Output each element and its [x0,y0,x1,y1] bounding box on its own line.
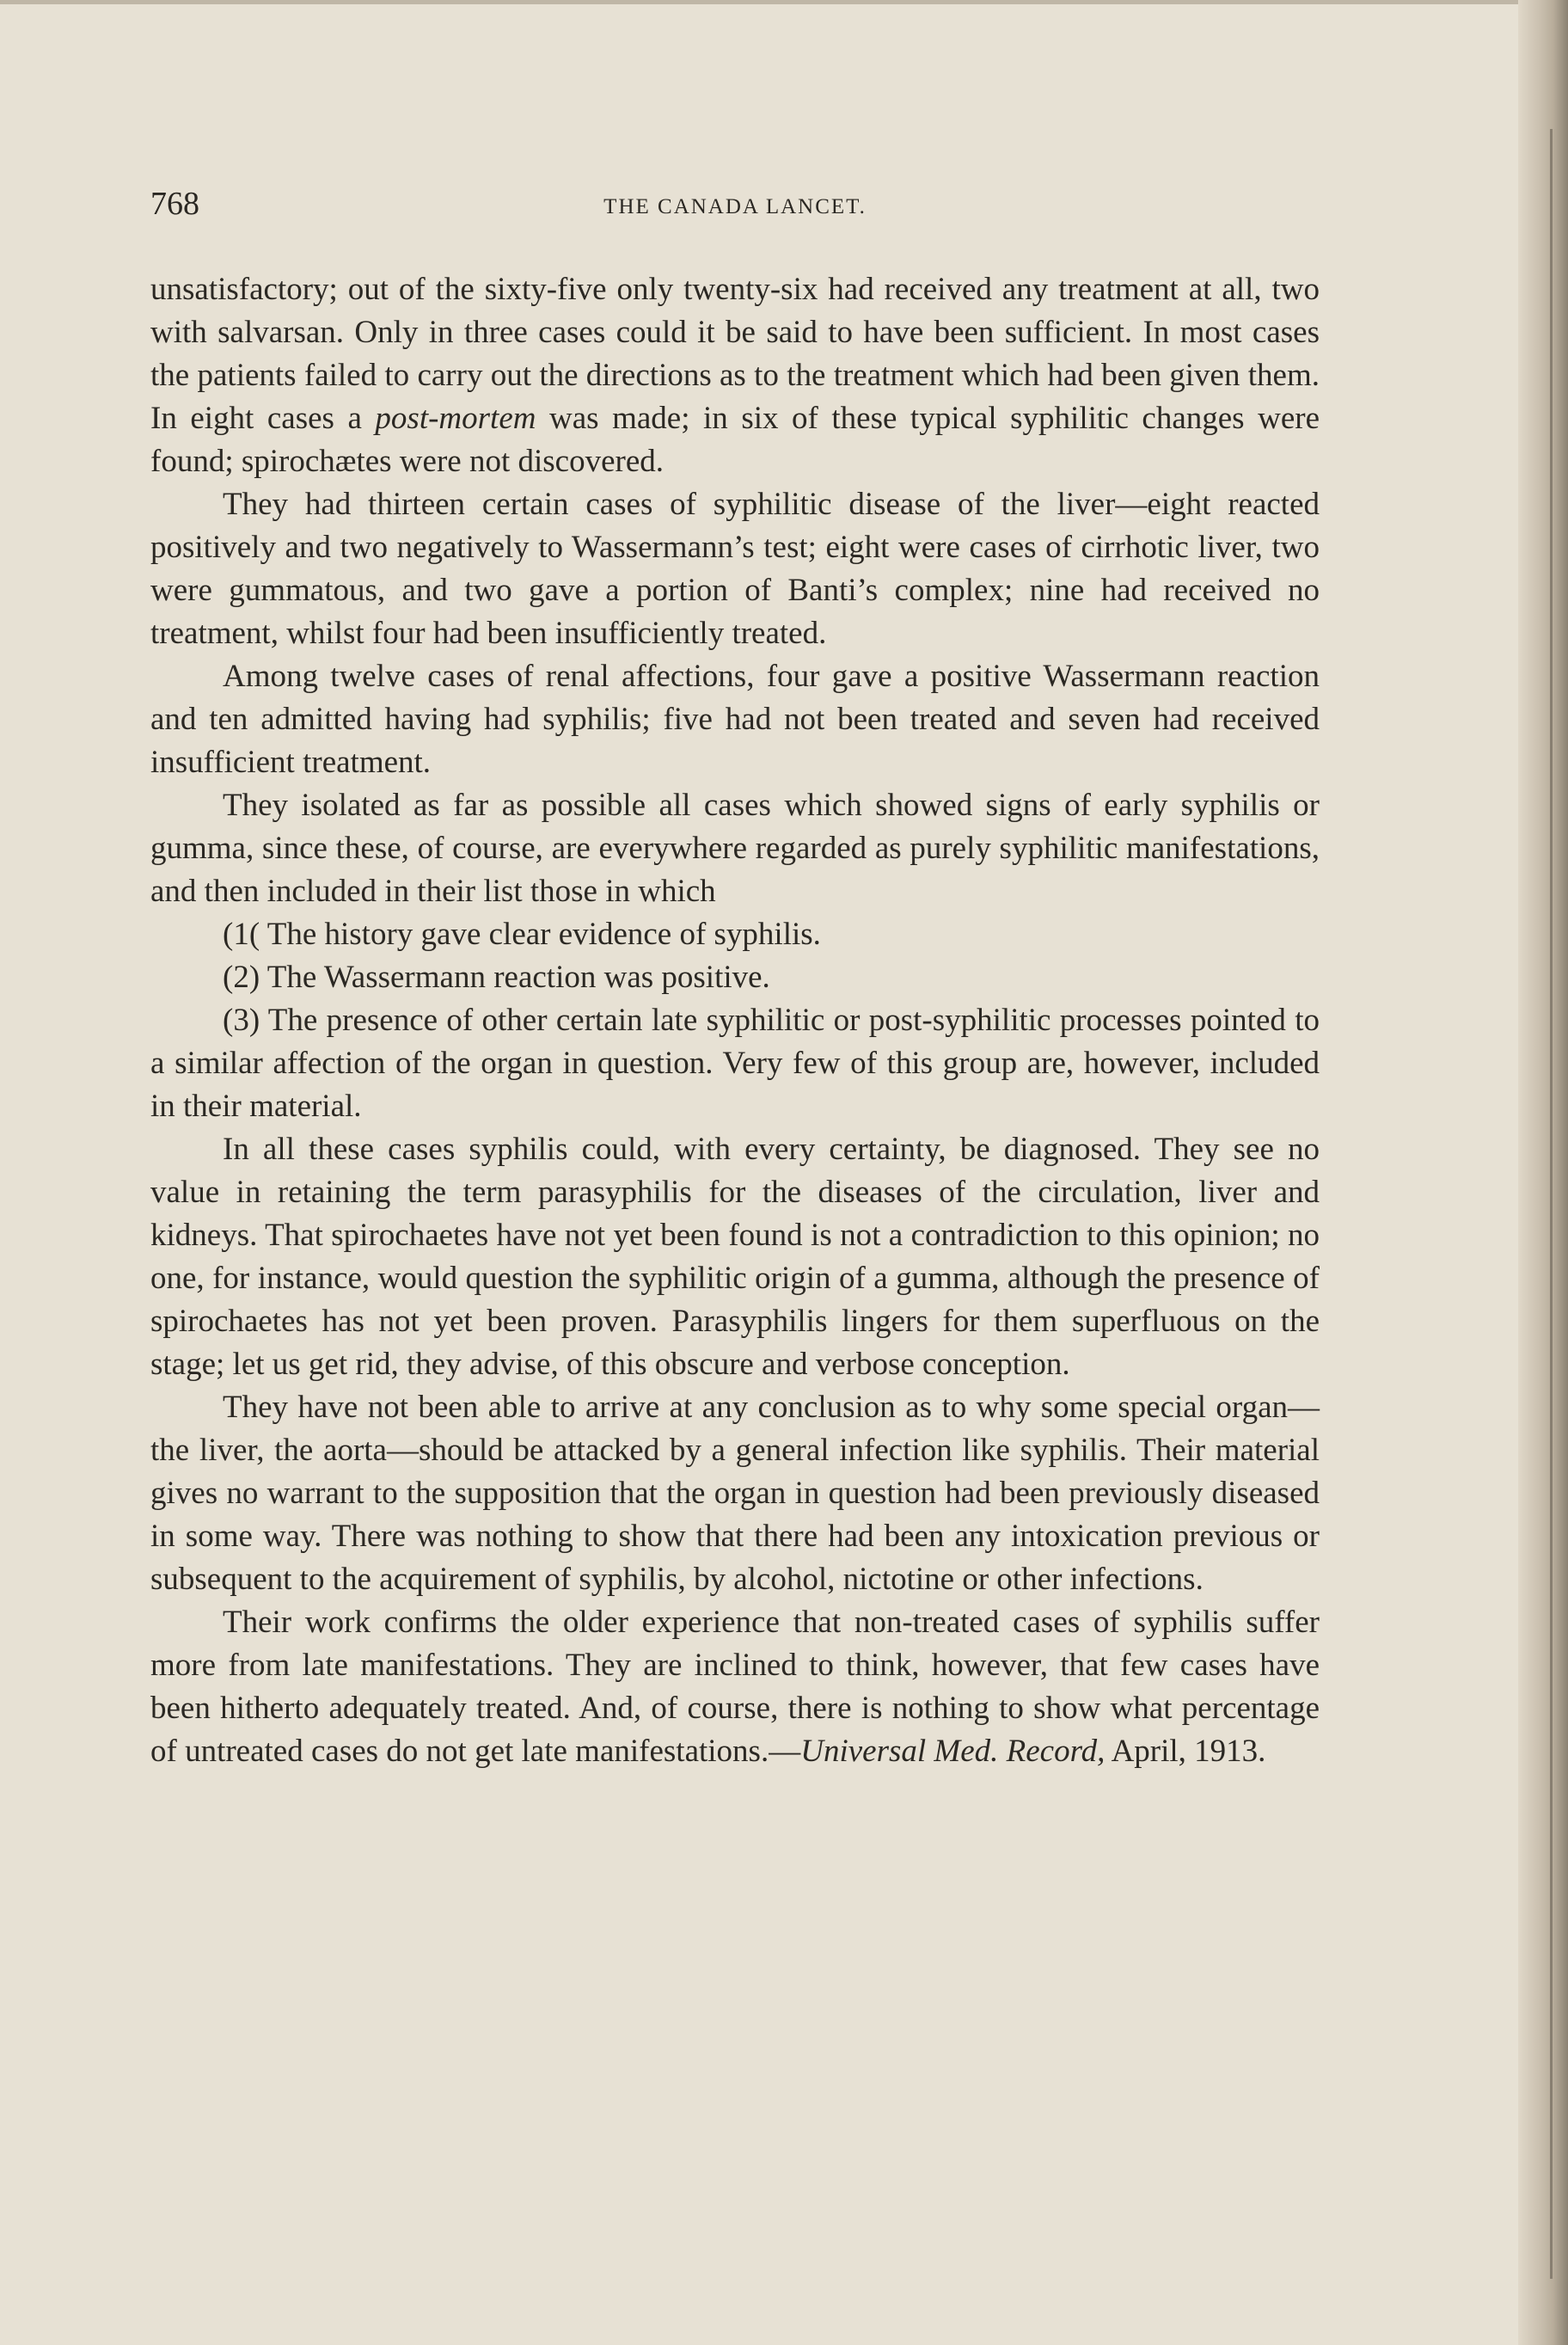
running-head: THE CANADA LANCET. [603,195,867,218]
paragraph-1 [150,268,1320,483]
paragraph-7-text-after: April, 1913. [1105,1734,1266,1769]
paragraph-1-text-after: was made; in six of these typical syphilitic changes were found; spirochætes were not discovered. [150,401,1320,479]
page-gutter-edge [1518,0,1568,2345]
paragraph-1-text: unsatisfactory; out of the sixty-five only twenty-six had received any treatment at all, two with salvarsan. Only in three cases could it be said to have been sufficient. In most cases the patients failed to carry out the directions as to the treatment which had been given them. In eight cases a [150,272,1320,436]
paragraph-7-text: Their work confirms the older experience that non-treated cases of syphilis suffer more from late manifestations. They are inclined to think, however, that few cases have been hitherto adequately treated. And, of course, there is nothing to show what percentage of untreated cases do not get late manifestations.— [150,1605,1320,1769]
list-item-2: (2) The Wassermann reaction was positive. [223,960,770,995]
paragraph-7 [150,1601,1320,1773]
paragraph-1-italic: post-mortem [375,401,536,436]
paragraph-4: They isolated as far as possible all cases which showed signs of early syphilis or gumma, since these, of course, are everywhere regarded as purely syphilitic manifestations, and then included in their list those in which [150,788,1320,909]
paragraph-3: Among twelve cases of renal affections, four gave a positive Wassermann reaction and ten admitted having had syphilis; five had not been treated and seven had received insufficient treatment. [150,659,1320,780]
binding-line [1550,129,1553,2279]
page-number: 768 [150,186,199,222]
paragraph-5: In all these cases syphilis could, with every certainty, be diagnosed. They see no value in retaining the term parasyphilis for the diseases of the circulation, liver and kidneys. That spirochaetes have not yet been found is not a contradiction to this opinion; no one, for instance, would question the syphilitic origin of a gumma, although the presence of spirochaetes has not yet been proven. Parasyphilis lingers for them superfluous on the stage; let us get rid, they advise, of this obscure and verbose conception. [150,1132,1320,1382]
paragraph-6: They have not been able to arrive at any conclusion as to why some special organ—the liver, the aorta—should be attacked by a general infection like syphilis. Their material gives no warrant to the supposition that the organ in question had been previously diseased in some way. There was nothing to show that there had been any intoxication previous or subsequent to the acquirement of syphilis, by alcohol, nictotine or other infections. [150,1390,1320,1597]
article-body [150,268,1320,1773]
list-item-1: (1( The history gave clear evidence of syphilis. [223,917,821,952]
list-item-3: (3) The presence of other certain late syphilitic or post-syphilitic processes pointed to a similar affection of the organ in question. Very few of this group are, however, included in their material. [150,1003,1320,1124]
citation-source: Universal Med. Record, [800,1734,1106,1769]
paragraph-2: They had thirteen certain cases of syphilitic disease of the liver—eight reacted positively and two negatively to Wassermann’s test; eight were cases of cirrhotic liver, two were gummatous, and two gave a portion of Banti’s complex; nine had received no treatment, whilst four had been insufficiently treated. [150,487,1320,651]
top-edge [0,0,1568,4]
page-header [150,185,1320,236]
